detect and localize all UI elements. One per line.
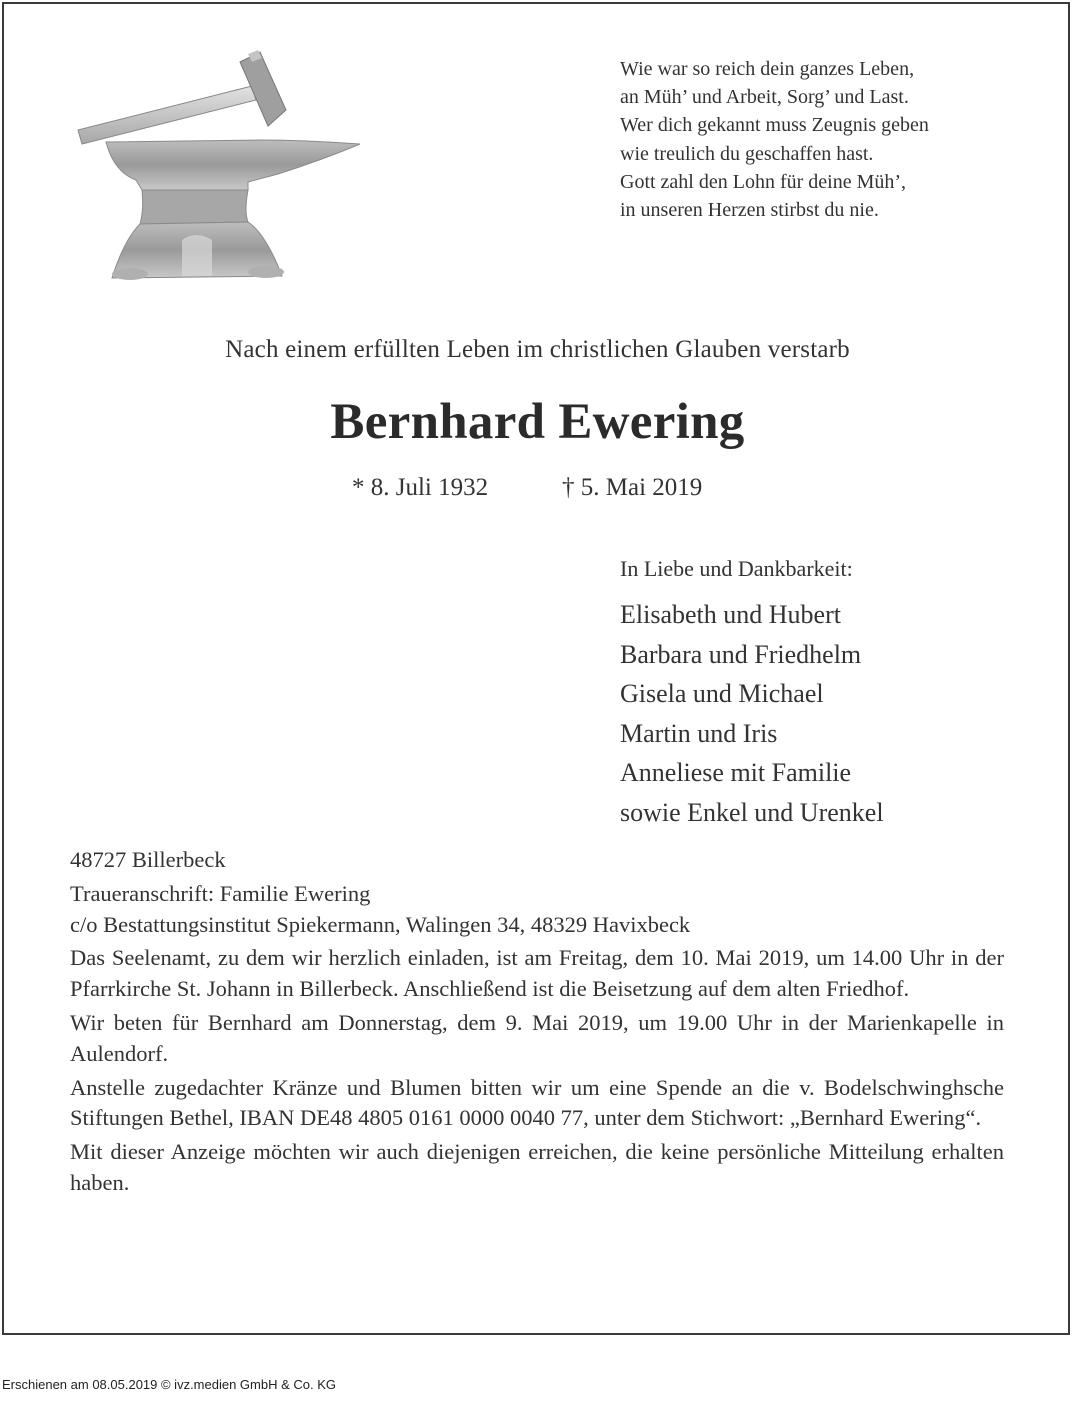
poem-line: Wie war so reich dein ganzes Leben, xyxy=(620,58,915,80)
address-line: c/o Bestattungsinstitut Spiekermann, Walingen 34, 48329 Havixbeck xyxy=(70,911,691,937)
publication-footer: Erschienen am 08.05.2019 © ivz.medien GmbH & Co. KG xyxy=(2,1377,337,1392)
family-member: Gisela und Michael xyxy=(620,679,824,708)
family-member: sowie Enkel und Urenkel xyxy=(620,797,884,827)
prayer-paragraph: Wir beten für Bernhard am Donnerstag, dem 9. Mai 2019, um 19.00 Uhr in der Marienkapelle in Aulendorf. xyxy=(70,1009,1004,1066)
intro-text: Nach einem erfüllten Leben im christlichen Glauben verstarb xyxy=(225,336,850,363)
thanks-heading: In Liebe und Dankbarkeit: xyxy=(620,556,853,581)
poem xyxy=(620,55,1040,224)
service-paragraph: Das Seelenamt, zu dem wir herzlich einladen, ist am Freitag, dem 10. Mai 2019, um 14.00 Uhr in der Pfarrkirche St. Johann in Billerbeck. Anschließend ist die Beisetzung auf dem alten Friedhof. xyxy=(70,945,1004,1002)
poem-line: an Müh’ und Arbeit, Sorg’ und Last. xyxy=(620,86,909,109)
poem-line: wie treulich du geschaffen hast. xyxy=(620,142,874,165)
family-member: Elisabeth und Hubert xyxy=(620,600,841,629)
family-member: Anneliese mit Familie xyxy=(620,758,852,787)
family-member: Barbara und Friedhelm xyxy=(620,639,862,669)
family-member: Martin und Iris xyxy=(620,718,778,748)
notice-details xyxy=(70,845,1004,1202)
address-line: Traueranschrift: Familie Ewering xyxy=(70,880,371,906)
poem-line: Gott zahl den Lohn für deine Müh’, xyxy=(620,170,907,193)
donation-paragraph: Anstelle zugedachter Kränze und Blumen bitten wir um eine Spende an die v. Bodelschwinghsche Stiftungen Bethel, IBAN DE48 4805 0161 0000 0040 77, unter dem Stichwort: „Bernhard Ewering“. xyxy=(70,1074,1004,1131)
death-date: † 5. Mai 2019 xyxy=(562,474,703,501)
anvil-hammer-icon xyxy=(72,44,372,284)
location: 48727 Billerbeck xyxy=(70,847,226,872)
poem-line: Wer dich gekannt muss Zeugnis geben xyxy=(620,114,929,137)
deceased-name: Bernhard Ewering xyxy=(330,394,745,450)
closing-paragraph: Mit dieser Anzeige möchten wir auch diejenigen erreichen, die keine persönliche Mitteilung erhalten haben. xyxy=(70,1139,1004,1195)
birth-date: * 8. Juli 1932 xyxy=(352,474,489,501)
poem-line: in unseren Herzen stirbst du nie. xyxy=(620,199,879,222)
family-list xyxy=(620,595,884,832)
